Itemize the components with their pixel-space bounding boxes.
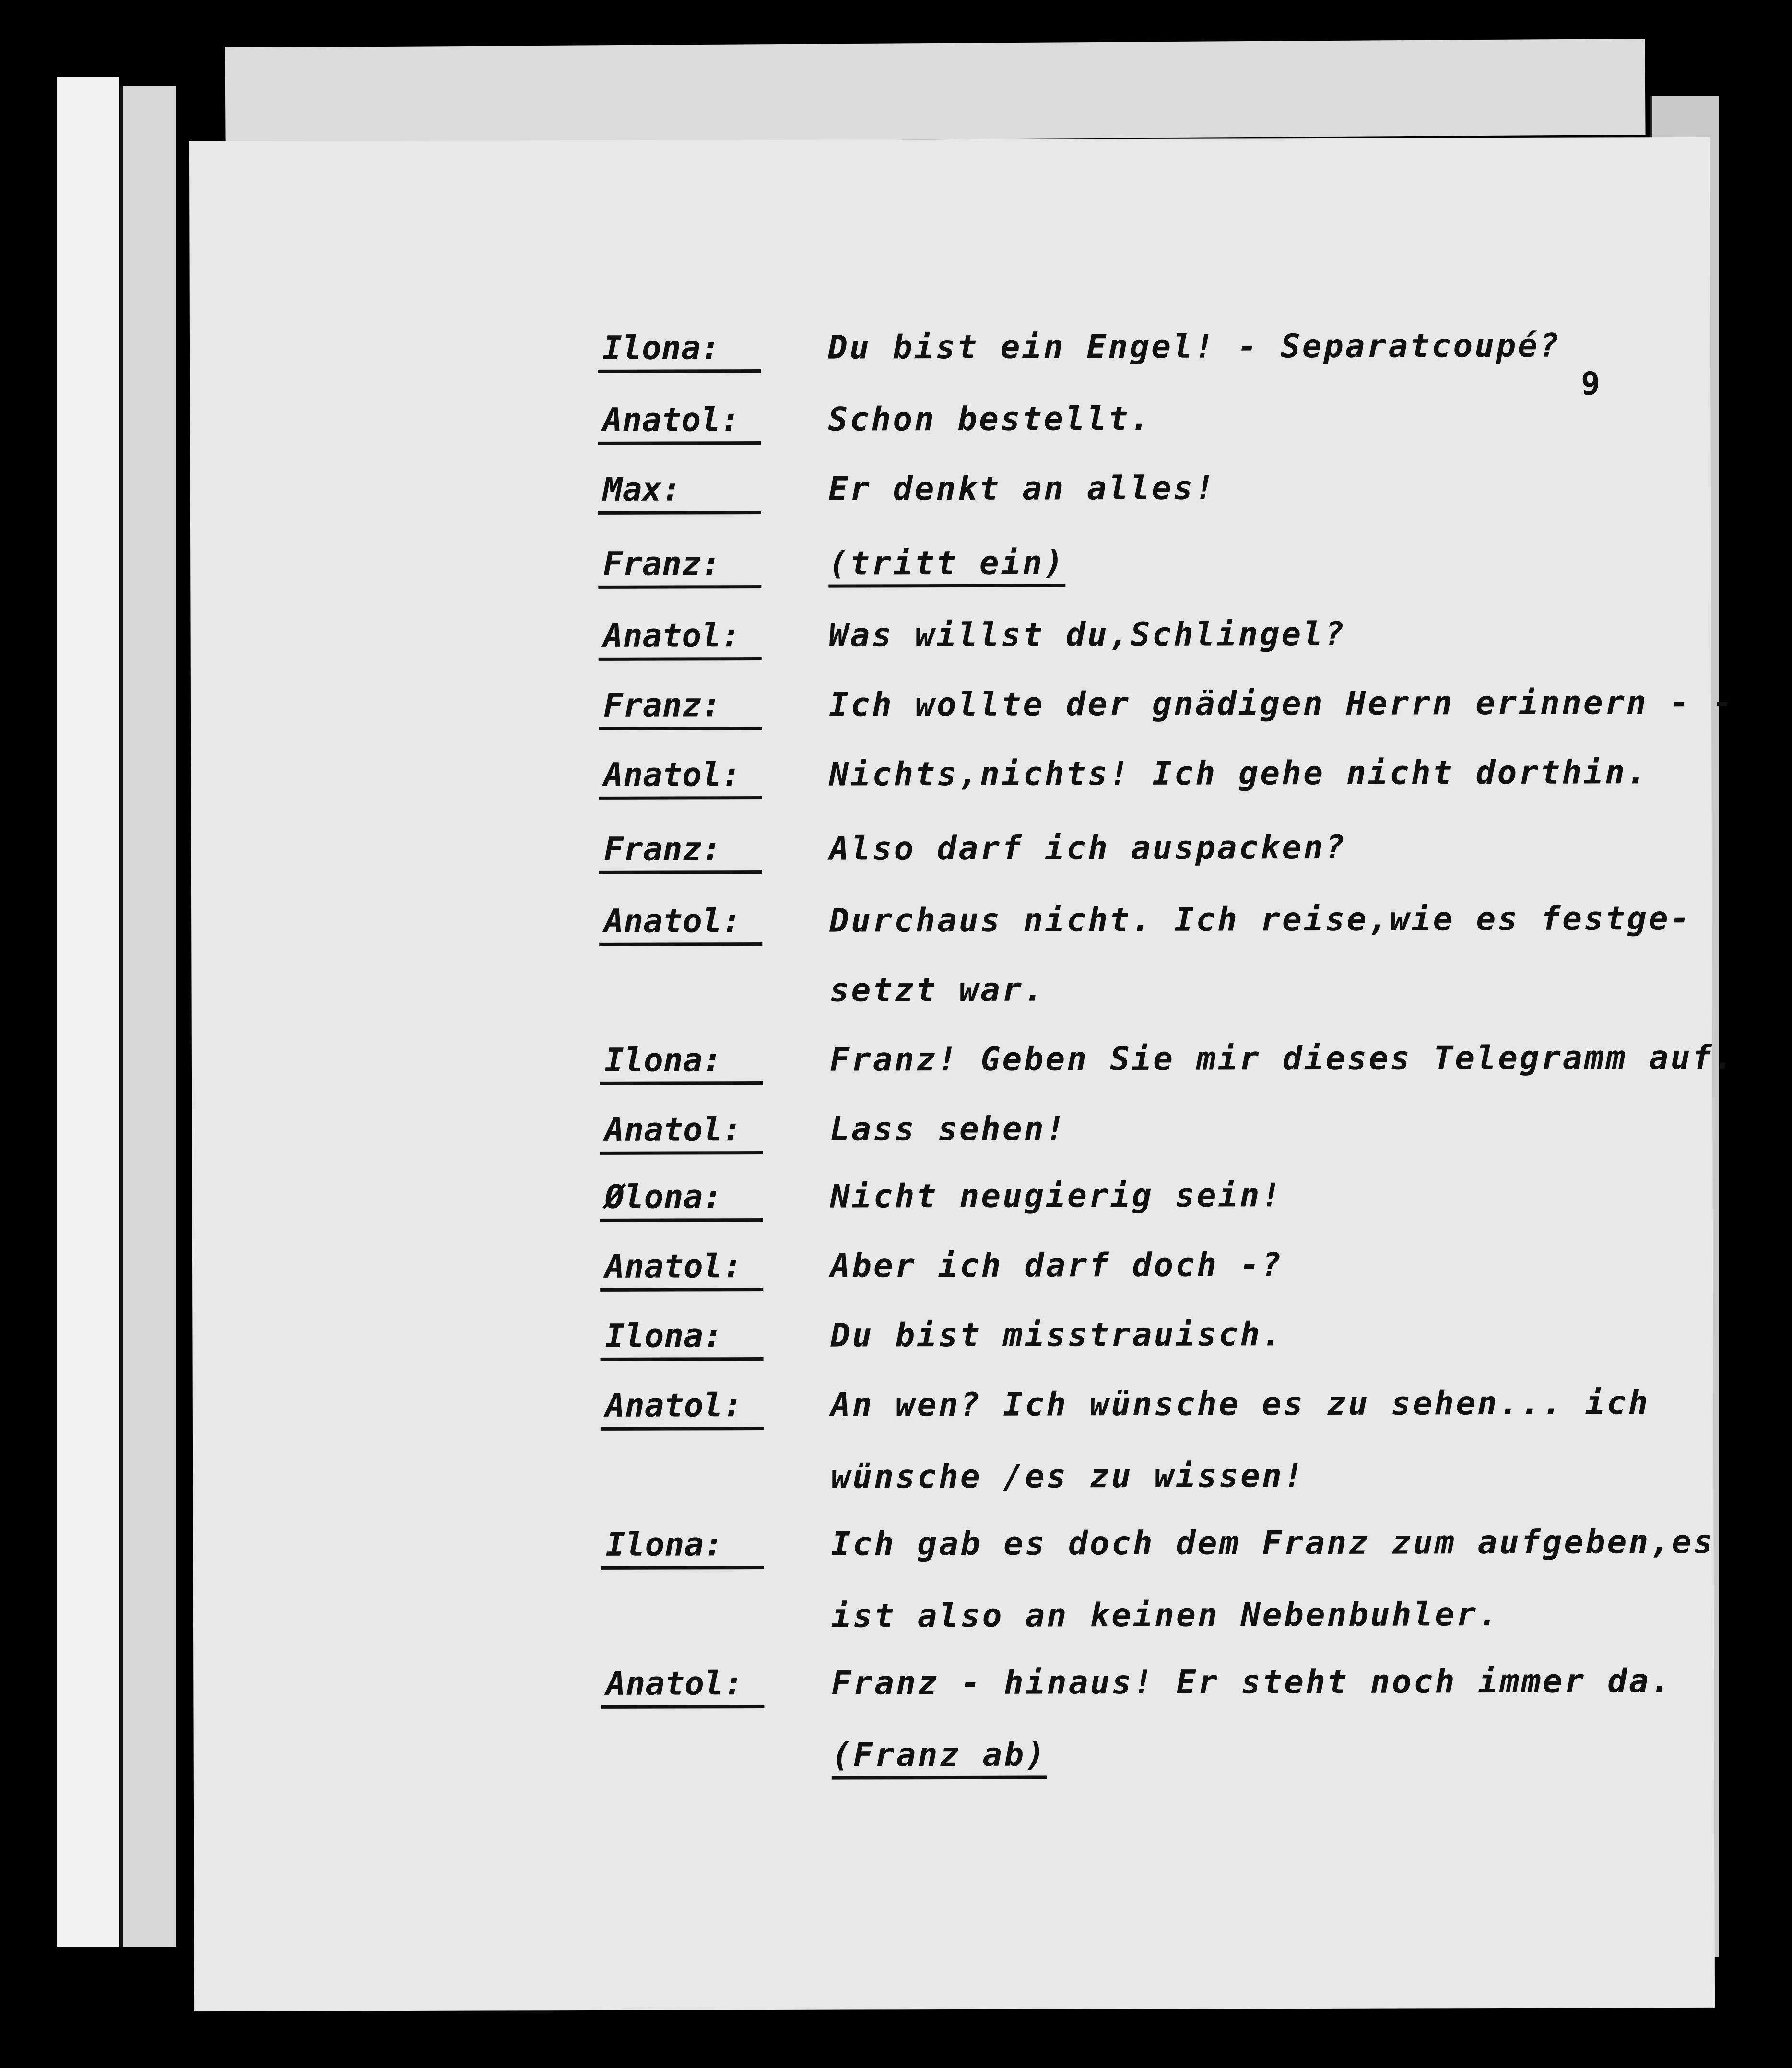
speaker-underline [599,727,762,730]
dialogue-text: Was willst du,Schlingel? [828,615,1346,655]
speaker-underline [600,1081,763,1085]
dialogue-text: Nichts,nichts! Ich gehe nicht dorthin. [829,753,1649,794]
dialogue-row [191,828,1712,889]
dialogue-text: Du bist ein Engel! - Separatcoupé? [827,327,1561,367]
dialogue-text: setzt war. [829,971,1046,1010]
speaker-name: Max: [602,470,682,509]
dialogue-row [192,1175,1713,1237]
dialogue-text: Du bist misstrauisch. [830,1316,1284,1355]
speaker-underline [601,1566,764,1570]
speaker-name: Franz: [603,686,721,725]
speaker-name: Franz: [603,830,722,869]
speaker-name: Anatol: [604,1111,742,1149]
speaker-underline [599,942,762,946]
speaker-underline [598,511,761,515]
dialogue-row [192,1108,1712,1170]
dialogue-text: Franz - hinaus! Er steht noch immer da. [831,1662,1673,1703]
speaker-underline [601,1705,764,1709]
dialogue-row [193,1523,1713,1585]
dialogue-text: Schon bestellt. [828,400,1152,439]
typescript-page [189,137,1735,2011]
dialogue-text: An wen? Ich wünsche es zu sehen... ich [830,1384,1650,1424]
dialogue-text: Ich wollte der gnädigen Herrn erinnern - - [828,683,1734,724]
dialogue-text: (tritt ein) [828,544,1066,588]
dialogue-text: ist also an keinen Nebenbuhler. [831,1596,1500,1635]
speaker-name: Anatol: [603,756,742,794]
speaker-underline [599,657,762,661]
dialogue-text: Aber ich darf doch -? [830,1246,1283,1285]
dialogue-row [193,1595,1714,1657]
speaker-name: Anatol: [606,1665,744,1703]
speaker-underline [598,441,761,445]
dialogue-row [190,327,1710,388]
page-edge-left [57,77,119,1947]
dialogue-text: Franz! Geben Sie mir dieses Telegramm auf. [829,1038,1735,1079]
dialogue-row [192,1245,1713,1306]
speaker-name: Anatol: [604,1247,743,1286]
speaker-underline [600,1288,763,1292]
page-edge-top [225,39,1645,143]
speaker-name: Anatol: [605,1386,743,1425]
speaker-name: Franz: [603,545,721,583]
speaker-underline [598,585,761,589]
dialogue-row [191,683,1734,745]
speaker-underline [599,796,762,800]
dialogue-text: Er denkt an alles! [828,469,1216,508]
dialogue-text: Lass sehen! [830,1110,1067,1149]
speaker-name: Anatol: [603,617,741,655]
page-number: 9 [1581,365,1601,402]
dialogue-row [194,1734,1714,1796]
dialogue-text: Also darf ich auspacken? [829,828,1347,868]
dialogue-text: wünsche /es zu wissen! [831,1457,1305,1496]
speaker-name: Anatol: [602,401,741,439]
speaker-name: Ilona: [602,329,720,367]
speaker-name: Anatol: [604,902,742,940]
dialogue-row [190,542,1711,604]
dialogue-row [191,900,1712,961]
dialogue-row [190,399,1710,460]
speaker-underline [601,1357,764,1361]
dialogue-row [193,1456,1713,1517]
speaker-name: Ølona: [604,1178,723,1216]
dialogue-row [191,614,1711,676]
speaker-underline [598,369,761,373]
dialogue-row [191,753,1711,815]
speaker-name: Ilona: [604,1041,722,1080]
dialogue-text: (Franz ab) [832,1736,1048,1779]
dialogue-row [191,969,1712,1031]
dialogue-text: Nicht neugierig sein! [830,1176,1283,1216]
dialogue-row [193,1662,1714,1724]
dialogue-row [192,1315,1713,1376]
dialogue-text: Ich gab es doch dem Franz zum aufgeben,es [831,1523,1715,1563]
speaker-underline [600,1218,763,1222]
dialogue-text: Durchaus nicht. Ich reise,wie es festge- [829,899,1692,940]
dialogue-row [190,468,1711,529]
speaker-name: Ilona: [605,1317,723,1355]
speaker-name: Ilona: [605,1526,724,1564]
speaker-underline [601,1427,764,1431]
page-edge-left-inner [120,86,176,1947]
dialogue-row [192,1038,1735,1100]
dialogue-row [193,1384,1713,1445]
speaker-underline [599,870,762,874]
speaker-underline [600,1151,763,1155]
